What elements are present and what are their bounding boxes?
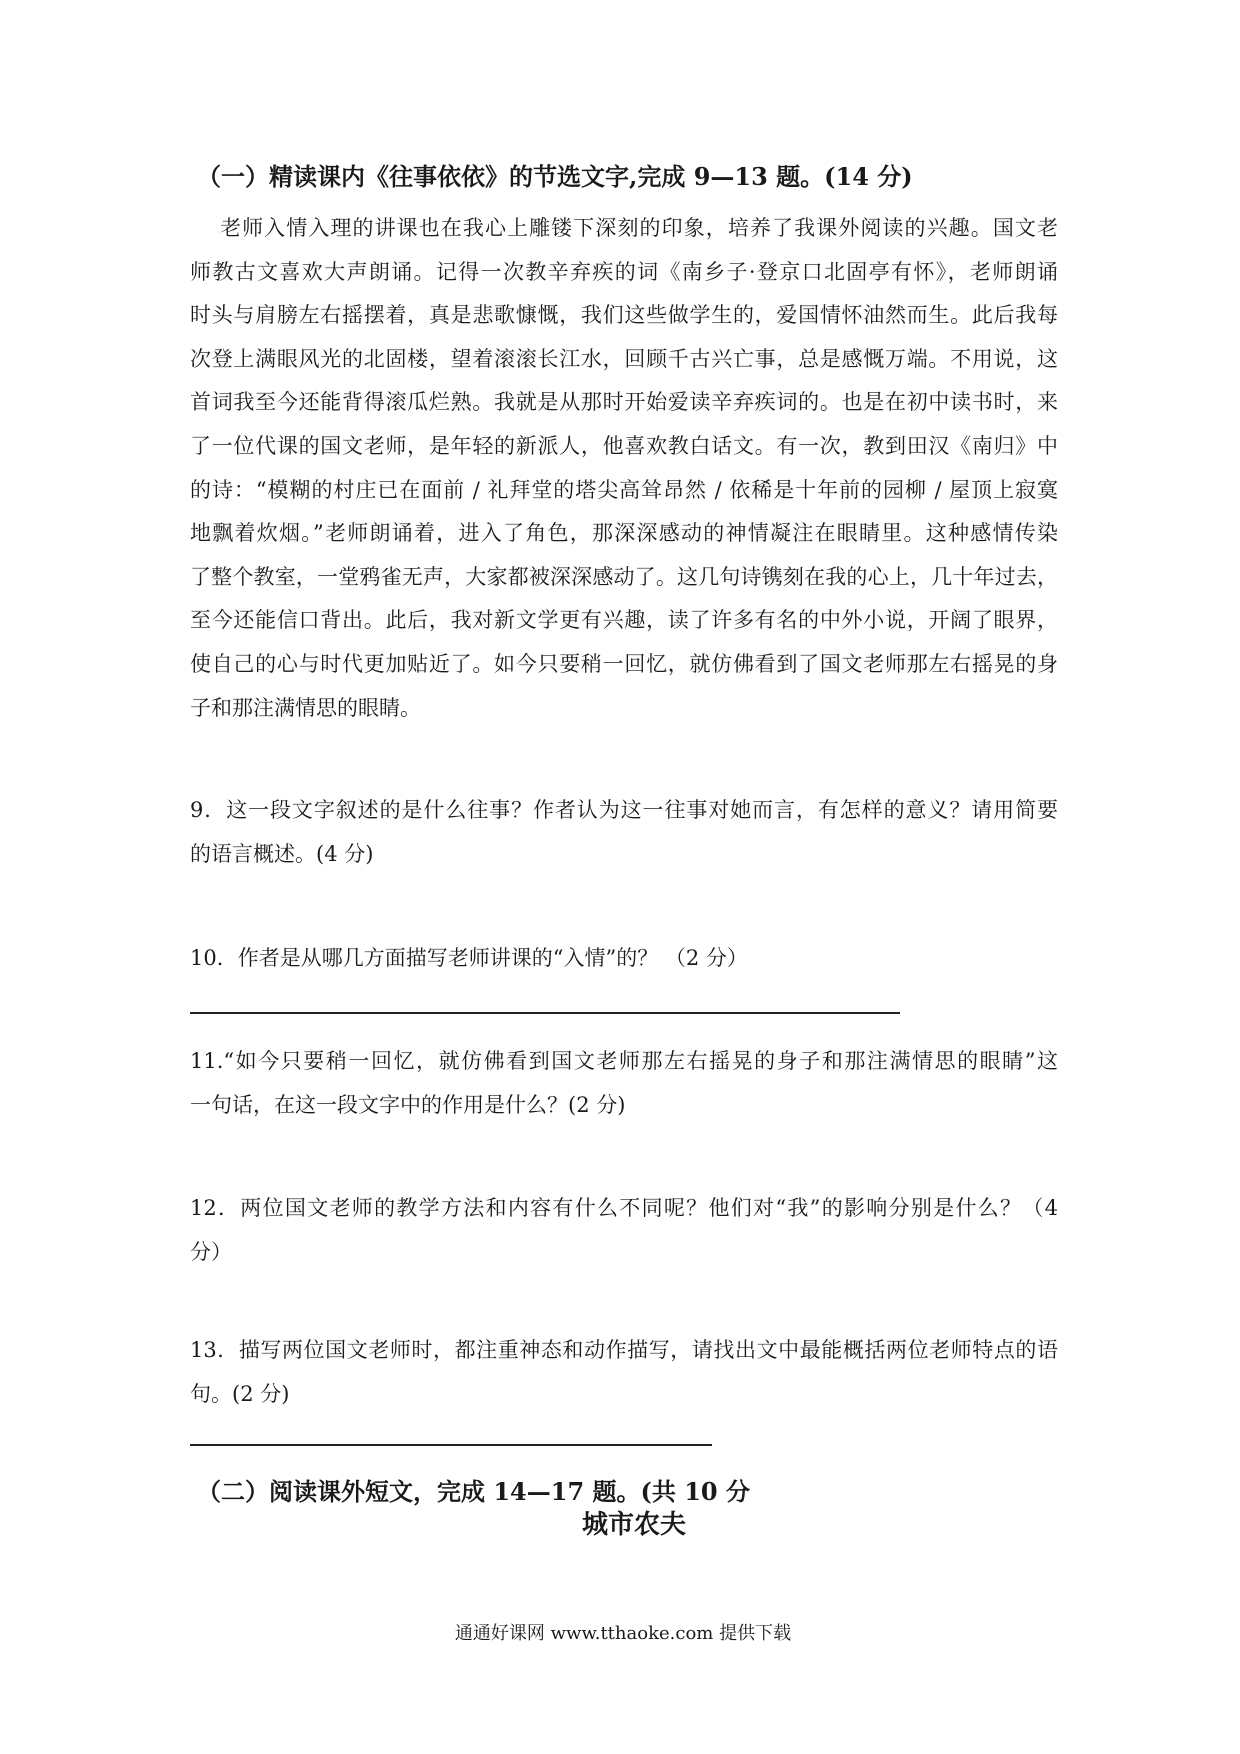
question-line: 11.“如今只要稍一回忆，就仿佛看到国文老师那左右摇晃的身子和那注满情思的眼睛”这	[190, 1049, 1058, 1073]
passage-line: 了整个教室，一堂鸦雀无声，大家都被深深感动了。这几句诗镌刻在我的心上，几十年过去，	[190, 564, 1058, 589]
footer-row	[0, 1622, 1240, 1646]
passage-line: 子和那注满情思的眼睛。	[190, 695, 421, 720]
footer-text: 通通好课网 www.tthaoke.com 提供下载	[454, 1623, 792, 1644]
passage-line: 了一位代课的国文老师，是年轻的新派人，他喜欢教白话文。有一次，教到田汉《南归》中	[190, 433, 1058, 458]
section-2-heading: （二）阅读课外短文，完成 14—17 题。(共 10 分	[197, 1477, 750, 1506]
question-line: 句。(2 分)	[190, 1381, 290, 1406]
question-line: 一句话，在这一段文字中的作用是什么？(2 分)	[190, 1092, 626, 1117]
question-line: 9．这一段文字叙述的是什么往事？作者认为这一往事对她而言，有怎样的意义？请用简要	[190, 798, 1058, 822]
question-9	[190, 789, 1058, 876]
question-13	[190, 1329, 1058, 1416]
passage-line: 老师入情入理的讲课也在我心上雕镂下深刻的印象，培养了我课外阅读的兴趣。国文老	[220, 216, 1058, 240]
question-line: 13．描写两位国文老师时，都注重神态和动作描写，请找出文中最能概括两位老师特点的语	[190, 1338, 1058, 1362]
passage-line: 首词我至今还能背得滚瓜烂熟。我就是从那时开始爱读辛弃疾词的。也是在初中读书时，来	[190, 390, 1058, 415]
question-10	[190, 937, 1058, 981]
question-line: 10．作者是从哪几方面描写老师讲课的“入情”的？ （2 分）	[190, 946, 748, 970]
passage-line: 至今还能信口背出。此后，我对新文学更有兴趣，读了许多有名的中外小说，开阔了眼界，	[190, 608, 1058, 633]
section-1-heading: （一）精读课内《往事依依》的节选文字,完成 9—13 题。(14 分)	[197, 162, 913, 191]
question-line: 12．两位国文老师的教学方法和内容有什么不同呢？他们对“我”的影响分别是什么？（4	[190, 1196, 1058, 1220]
article-title: 城市农夫	[581, 1510, 686, 1540]
answer-line	[190, 1012, 900, 1014]
question-12	[190, 1187, 1058, 1274]
question-line: 的语言概述。(4 分)	[190, 841, 374, 866]
passage-line: 时头与肩膀左右摇摆着，真是悲歌慷慨，我们这些做学生的，爱国情怀油然而生。此后我每	[190, 303, 1058, 328]
passage-line: 次登上满眼风光的北固楼，望着滚滚长江水，回顾千古兴亡事，总是感慨万端。不用说，这	[190, 346, 1058, 371]
question-line: 分）	[190, 1239, 232, 1264]
passage-line: 师教古文喜欢大声朗诵。记得一次教辛弃疾的词《南乡子·登京口北固亭有怀》，老师朗诵	[190, 259, 1058, 284]
passage-line: 使自己的心与时代更加贴近了。如今只要稍一回忆，就仿佛看到了国文老师那左右摇晃的身	[190, 651, 1058, 676]
passage-line: 地飘着炊烟。”老师朗诵着，进入了角色，那深深感动的神情凝注在眼睛里。这种感情传染	[190, 521, 1058, 546]
reading-passage	[190, 207, 1058, 730]
answer-line	[190, 1444, 712, 1446]
passage-line: 的诗：“模糊的村庄已在面前 / 礼拜堂的塔尖高耸昂然 / 依稀是十年前的园柳 / 屋顶上寂寞	[190, 477, 1058, 502]
article-title-row	[0, 1507, 1240, 1543]
question-11	[190, 1040, 1058, 1127]
